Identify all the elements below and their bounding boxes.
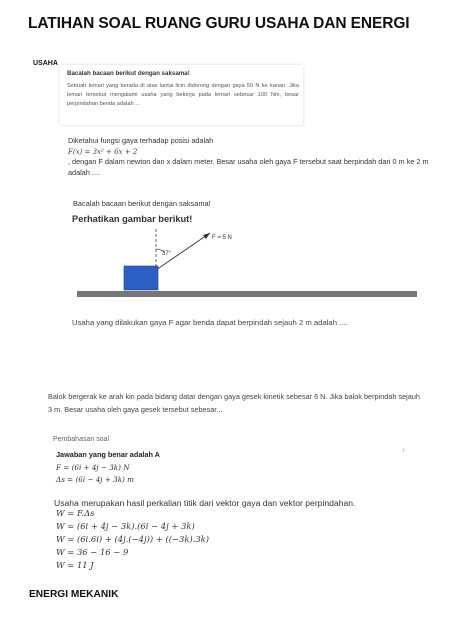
work-step: W = (6i.6i) + (4j.(−4j)) + ((−3k).3k): [56, 534, 209, 544]
solution-label: Pembahasan soal: [53, 436, 110, 443]
work-step: W = F.Δs: [56, 508, 95, 518]
section-heading-energi-mekanik: ENERGI MEKANIK: [29, 589, 119, 600]
displacement-vector: Δs = (6i − 4j + 3k) m: [56, 475, 134, 484]
solution-description: Usaha merupakan hasil perkalian titik dari vektor gaya dan vektor perpindahan.: [54, 498, 356, 508]
question-2-equation: F(x) = 3x² + 6x + 2: [68, 147, 138, 156]
section-heading-usaha: USAHA: [33, 60, 58, 67]
question-3-subheading: Perhatikan gambar berikut!: [72, 214, 193, 224]
question-1-body: Sebuah lemari yang berada di atas lantai licin didorong dengan gaya 50 N ke kanan. Jika lemari tersebut mengalami usaha yang bekerja pada lemari sebesar 100 Nm, besar perpindahan benda adalah ...: [67, 83, 299, 107]
page-title: LATIHAN SOAL RUANG GURU USAHA DAN ENERGI: [28, 15, 410, 32]
work-step: W = (6i + 4j − 3k).(6i − 4j + 3k): [56, 521, 195, 531]
decorative-mark: ı: [403, 448, 405, 454]
question-3-text: Usaha yang dilakukan gaya F agar benda dapat berpindah sejauh 2 m adalah ....: [72, 318, 348, 327]
question-2-text: , dengan F dalam newton dan x dalam meter. Besar usaha oleh gaya F tersebut saat berpindah dari 0 m ke 2 m adalah ....: [68, 157, 429, 177]
question-4-text: Balok bergerak ke arah kiri pada bidang datar dengan gaya gesek kinetik sebesar 6 N. Jika balok berpindah sejauh 3 m. Besar usaha oleh gaya gesek tersebut sebesar...: [48, 392, 420, 414]
floor: [77, 291, 417, 297]
question-2-intro: Diketahui fungsi gaya terhadap posisi adalah: [68, 136, 214, 145]
question-1-card: [60, 65, 303, 125]
force-diagram: [70, 228, 430, 304]
block: [124, 266, 158, 290]
work-step: W = 11 J: [56, 560, 94, 570]
question-1-heading: Bacalah bacaan berikut dengan saksama!: [67, 70, 190, 77]
force-arrowhead: [203, 233, 210, 239]
angle-label: 37°: [162, 251, 172, 257]
force-vector: F = (6i + 4j − 3k) N: [56, 463, 130, 472]
work-step: W = 36 − 16 − 9: [56, 547, 129, 557]
solution-answer: Jawaban yang benar adalah A: [56, 450, 160, 459]
question-2: [68, 136, 443, 178]
force-label: F = 5 N: [212, 235, 232, 241]
question-3-heading: Bacalah bacaan berikut dengan saksama!: [73, 199, 211, 208]
